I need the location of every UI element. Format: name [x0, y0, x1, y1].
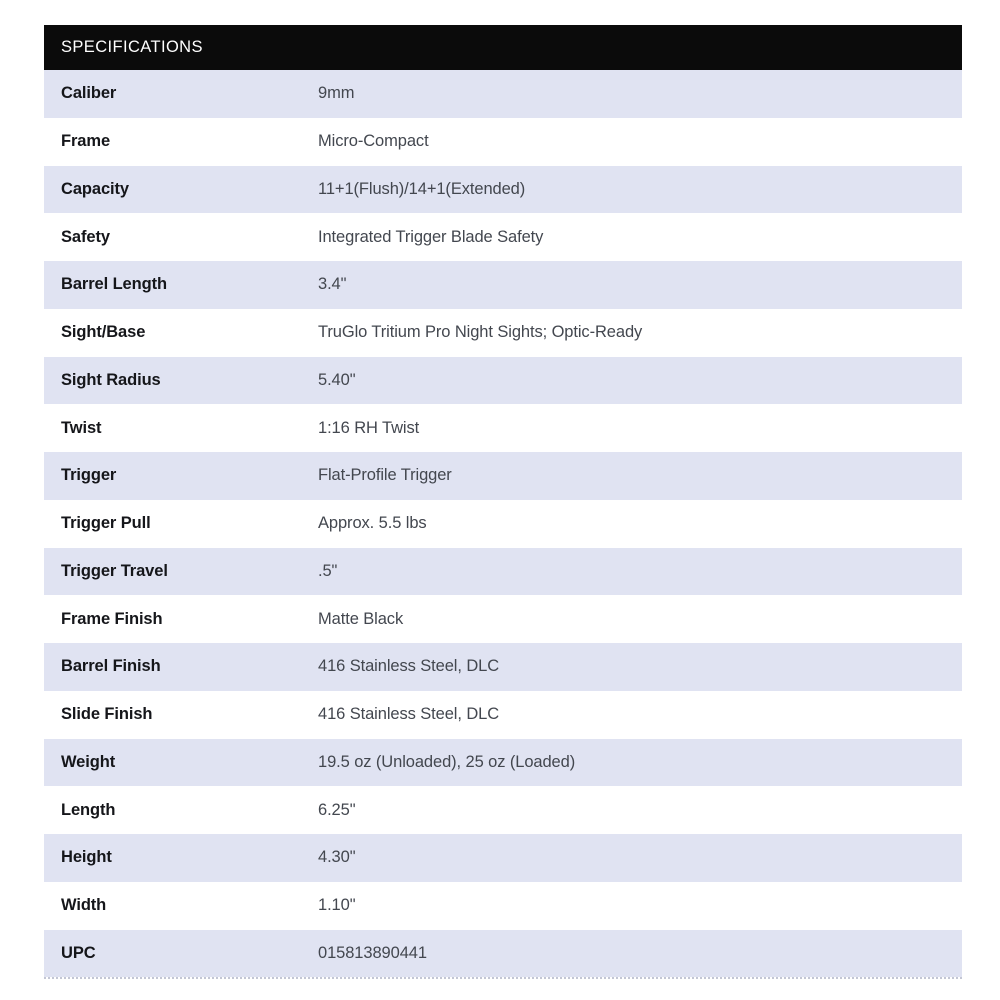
specifications-header	[44, 25, 962, 70]
spec-value: 11+1(Flush)/14+1(Extended)	[318, 179, 526, 198]
spec-label: Slide Finish	[61, 705, 153, 724]
spec-row	[44, 118, 962, 166]
spec-value: Approx. 5.5 lbs	[318, 514, 427, 533]
spec-row	[44, 834, 962, 882]
spec-row	[44, 309, 962, 357]
spec-label: Twist	[61, 418, 102, 437]
specifications-title: SPECIFICATIONS	[61, 38, 203, 56]
spec-row	[44, 500, 962, 548]
spec-row	[44, 786, 962, 834]
spec-label: Frame Finish	[61, 609, 163, 628]
spec-label: Trigger Travel	[61, 561, 168, 580]
spec-row	[44, 930, 962, 978]
spec-row	[44, 166, 962, 214]
spec-row	[44, 739, 962, 787]
spec-value: 1:16 RH Twist	[318, 418, 420, 437]
spec-label: Trigger Pull	[61, 514, 151, 533]
spec-value: Integrated Trigger Blade Safety	[318, 227, 544, 246]
spec-rows-container	[44, 70, 962, 977]
spec-value: 416 Stainless Steel, DLC	[318, 657, 500, 676]
spec-value: 4.30"	[318, 848, 356, 867]
spec-value: 5.40"	[318, 370, 356, 389]
spec-value: Flat-Profile Trigger	[318, 466, 452, 485]
spec-value: 015813890441	[318, 943, 427, 962]
spec-value: 416 Stainless Steel, DLC	[318, 705, 500, 724]
spec-row	[44, 452, 962, 500]
spec-value: .5"	[318, 561, 338, 580]
spec-label: Sight Radius	[61, 370, 161, 389]
spec-label: Frame	[61, 132, 111, 151]
spec-value: Micro-Compact	[318, 132, 429, 151]
spec-row	[44, 70, 962, 118]
spec-label: Capacity	[61, 179, 129, 198]
spec-label: Length	[61, 800, 116, 819]
spec-value: 3.4"	[318, 275, 347, 294]
spec-row	[44, 691, 962, 739]
spec-row	[44, 357, 962, 405]
spec-row	[44, 882, 962, 930]
spec-label: Height	[61, 848, 112, 867]
spec-label: Sight/Base	[61, 323, 146, 342]
spec-label: UPC	[61, 943, 96, 962]
spec-value: TruGlo Tritium Pro Night Sights; Optic-Ready	[318, 323, 643, 342]
spec-label: Barrel Length	[61, 275, 167, 294]
spec-row	[44, 213, 962, 261]
spec-label: Safety	[61, 227, 110, 246]
spec-row	[44, 548, 962, 596]
spec-value: 1.10"	[318, 896, 356, 915]
spec-label: Barrel Finish	[61, 657, 161, 676]
spec-label: Width	[61, 896, 107, 915]
spec-row	[44, 643, 962, 691]
spec-value: Matte Black	[318, 609, 404, 628]
spec-value: 9mm	[318, 84, 355, 103]
spec-label: Caliber	[61, 84, 117, 103]
spec-row	[44, 404, 962, 452]
spec-label: Trigger	[61, 466, 117, 485]
spec-label: Weight	[61, 752, 116, 771]
specifications-table	[44, 25, 962, 979]
spec-row	[44, 261, 962, 309]
spec-value: 6.25"	[318, 800, 356, 819]
spec-value: 19.5 oz (Unloaded), 25 oz (Loaded)	[318, 752, 576, 771]
spec-row	[44, 595, 962, 643]
